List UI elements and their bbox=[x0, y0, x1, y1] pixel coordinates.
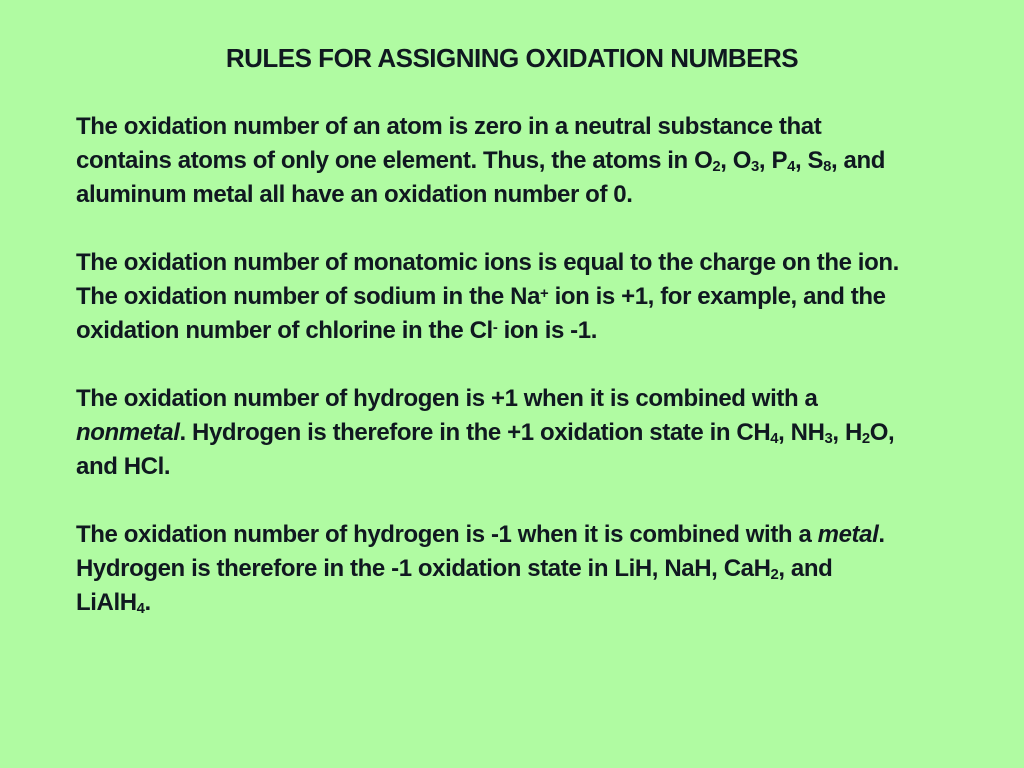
paragraph-rule-monatomic-ions: The oxidation number of monatomic ions is equal to the charge on the ion. The oxidation number of sodium in the Na+ ion is +1, for example, and the oxidation number of chlorine in the Cl- ion is -1. bbox=[76, 249, 899, 344]
paragraph-rule-hydrogen-metal: The oxidation number of hydrogen is -1 when it is combined with a metal. Hydrogen is therefore in the -1 oxidation state in LiH, NaH, CaH$_2$, and LiAlH$_4$. bbox=[76, 521, 885, 618]
slide-body bbox=[76, 110, 984, 620]
paragraph-rule-hydrogen-nonmetal: The oxidation number of hydrogen is +1 when it is combined with a nonmetal. Hydrogen is therefore in the +1 oxidation state in $CH_4$, $NH_3$, $H_2O$, and HCl. bbox=[76, 385, 895, 480]
paragraph-rule-neutral-substance: The oxidation number of an atom is zero in a neutral substance that contains atoms of only one element. Thus, the atoms in $O_2$, $O_3$, $P_4$, $S_8$, and aluminum metal all have an oxidation number of 0. bbox=[76, 113, 885, 208]
slide-title: RULES FOR ASSIGNING OXIDATION NUMBERS bbox=[225, 43, 799, 73]
